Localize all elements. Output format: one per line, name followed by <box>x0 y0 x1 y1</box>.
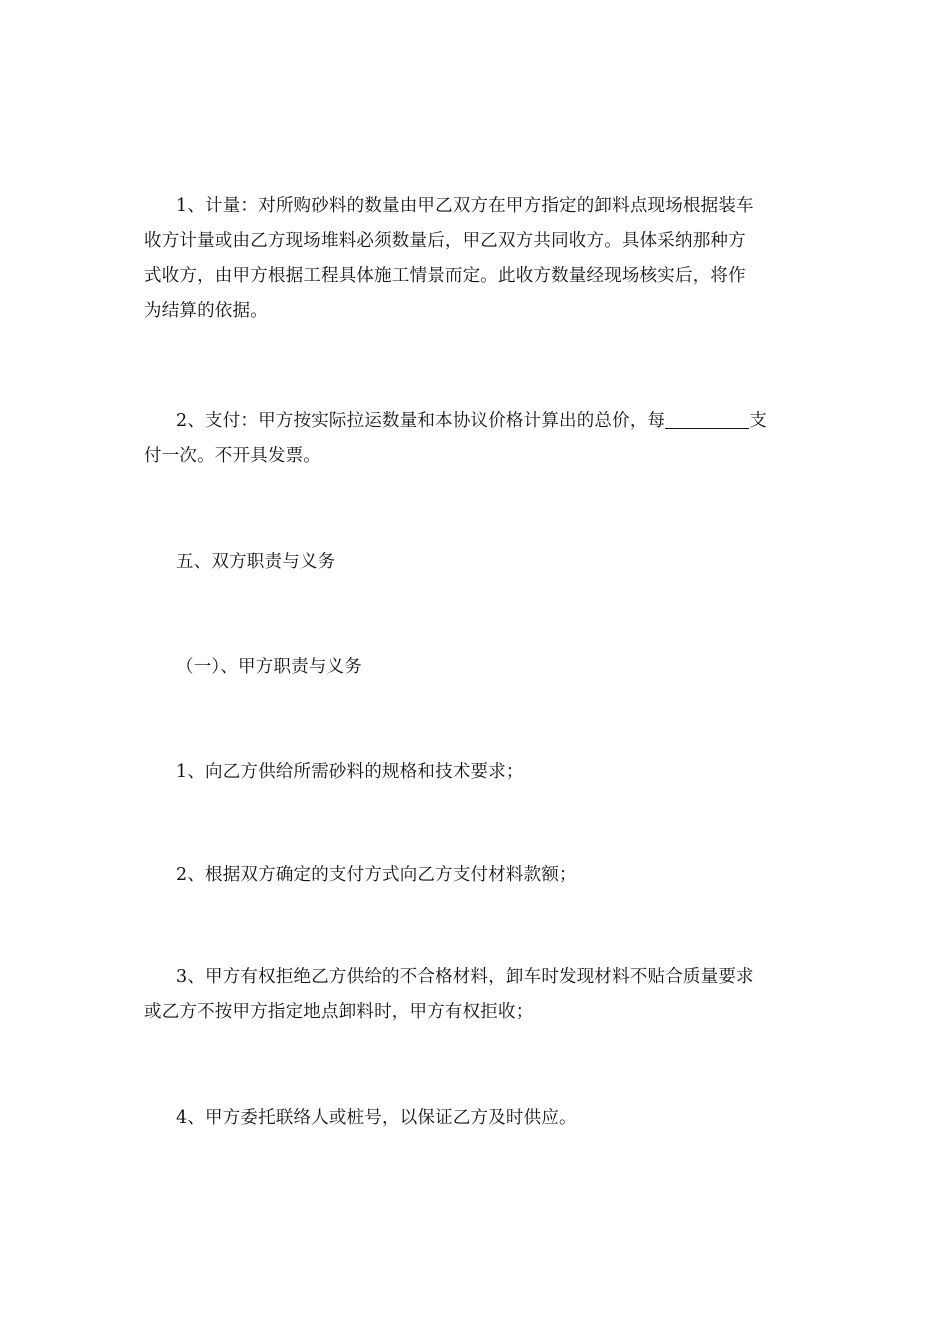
text-line: 或乙方不按甲方指定地点卸料时，甲方有权拒收； <box>144 1002 534 1022</box>
text-line: 付一次。不开具发票。 <box>144 446 321 466</box>
duty-item: 1、向乙方供给所需砂料的规格和技术要求； <box>176 762 524 782</box>
duty-item: 4、甲方委托联络人或桩号，以保证乙方及时供应。 <box>176 1108 577 1128</box>
duty-item <box>144 960 808 1030</box>
duty-item: 2、根据双方确定的支付方式向乙方支付材料款额； <box>176 865 577 885</box>
section-heading: 五、双方职责与义务 <box>176 552 336 572</box>
text-line: 3、甲方有权拒绝乙方供给的不合格材料，卸车时发现材料不贴合质量要求 <box>176 967 754 987</box>
measurement-paragraph <box>144 189 808 329</box>
fill-in-blank <box>665 408 749 429</box>
text-line: 为结算的依据。 <box>144 301 268 321</box>
subsection-heading: （一）、甲方职责与义务 <box>176 657 362 677</box>
text-line: 1、计量：对所购砂料的数量由甲乙双方在甲方指定的卸料点现场根据装车 <box>176 196 754 216</box>
text-line: 式收方，由甲方根据工程具体施工情景而定。此收方数量经现场核实后，将作 <box>144 266 746 286</box>
text-line <box>144 404 808 439</box>
text-line: 收方计量或由乙方现场堆料必须数量后，甲乙双方共同收方。具体采纳那种方 <box>144 231 746 251</box>
payment-paragraph <box>144 404 808 474</box>
payment-text-before-blank: 2、支付：甲方按实际拉运数量和本协议价格计算出的总价，每 <box>176 411 666 431</box>
payment-text-after-blank: 支 <box>749 411 767 431</box>
